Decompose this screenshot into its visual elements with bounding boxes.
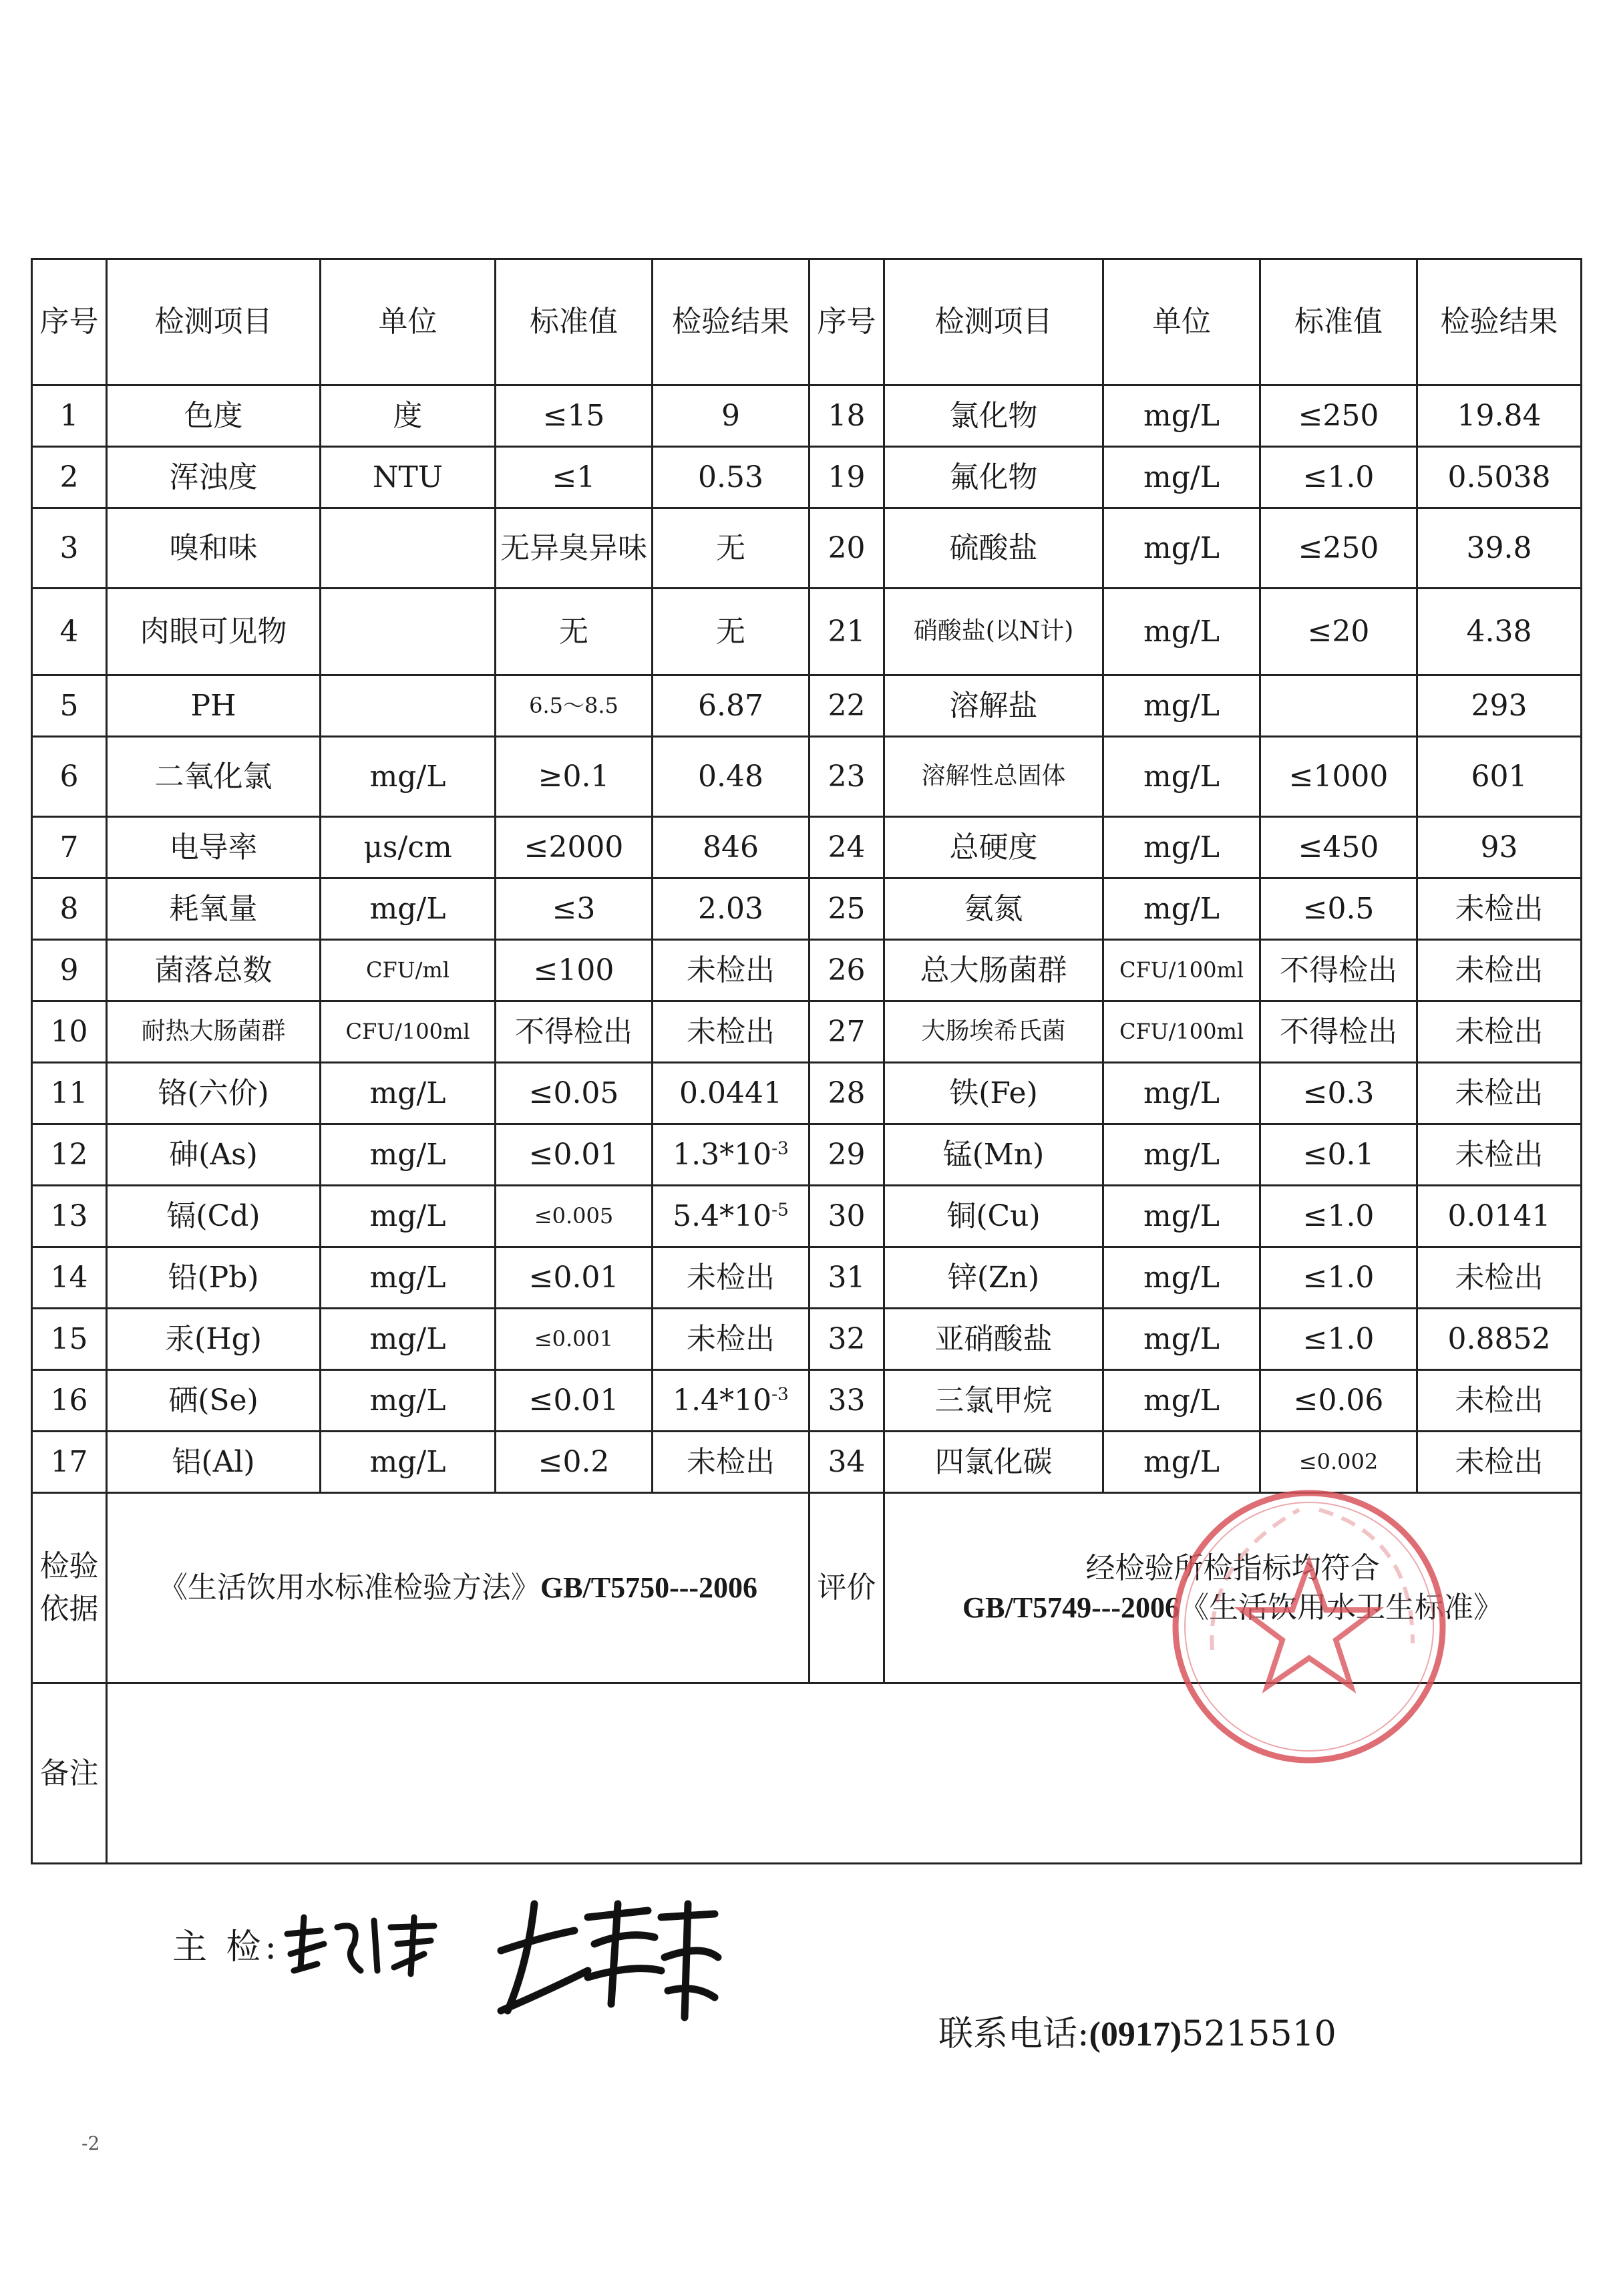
header-unit: 单位 [321,259,496,385]
cell-no: 33 [810,1370,884,1432]
cell-unit: mg/L [1103,675,1260,737]
contact-label: 联系电话: [938,2014,1089,2054]
cell-unit: CFU/100ml [1103,1001,1260,1063]
evaluation-label [810,1493,884,1683]
cell-result: 未检出 [653,1247,810,1309]
cell-item: 氯化物 [884,385,1103,447]
cell-standard: ≤0.01 [496,1124,653,1186]
cell-no: 7 [32,817,107,878]
cell-unit [321,589,496,675]
cell-no: 22 [810,675,884,737]
cell-result: 未检出 [1417,1124,1582,1186]
cell-item: 铁(Fe) [884,1063,1103,1124]
cell-item: 色度 [107,385,321,447]
cell-unit: mg/L [321,1247,496,1309]
cell-item: 铅(Pb) [107,1247,321,1309]
cell-standard: ≤2000 [496,817,653,878]
cell-standard: ≤1.0 [1260,1247,1417,1309]
cell-standard: ≤1.0 [1260,1309,1417,1370]
cell-standard: 无 [496,589,653,675]
inspection-seal-stamp [1166,1483,1453,1770]
header-standard-right: 标准值 [1260,259,1417,385]
cell-unit: mg/L [1103,878,1260,940]
cell-no: 2 [32,447,107,508]
header-unit-right: 单位 [1103,259,1260,385]
cell-unit: mg/L [1103,589,1260,675]
cell-item: 总硬度 [884,817,1103,878]
cell-no: 19 [810,447,884,508]
cell-standard: ≤0.2 [496,1432,653,1493]
cell-no: 32 [810,1309,884,1370]
cell-standard: ≤0.1 [1260,1124,1417,1186]
result-exponent: -3 [771,1383,789,1405]
cell-item: 大肠埃希氏菌 [884,1001,1103,1063]
cell-result: 19.84 [1417,385,1582,447]
notes-label-text: 备注 [39,1756,99,1790]
cell-standard: ≤250 [1260,385,1417,447]
cell-item: 肉眼可见物 [107,589,321,675]
cell-standard: 不得检出 [496,1001,653,1063]
contact-number: 5215510 [1182,2014,1336,2054]
notes-label [32,1683,107,1864]
cell-unit: mg/L [321,1186,496,1247]
table-row [32,737,1582,817]
cell-standard: ≤1000 [1260,737,1417,817]
cell-item: 硝酸盐(以N计) [884,589,1103,675]
cell-result: $5.4*10^{-5}$ [653,1186,810,1247]
cell-no: 17 [32,1432,107,1493]
contact-phone [938,2005,1336,2056]
cell-no: 29 [810,1124,884,1186]
cell-standard: 不得检出 [1260,1001,1417,1063]
evaluation-label-text: 评价 [817,1571,876,1605]
cell-item: 溶解性总固体 [884,737,1103,817]
cell-no: 3 [32,508,107,589]
header-standard: 标准值 [496,259,653,385]
page-number: -2 [81,2132,100,2154]
cell-unit: CFU/100ml [1103,940,1260,1001]
cell-unit: mg/L [321,1432,496,1493]
inspector-label: 主 检: [172,1927,281,1967]
result-exponent: -3 [771,1138,789,1159]
cell-unit: mg/L [1103,1186,1260,1247]
cell-item: 溶解盐 [884,675,1103,737]
header-item-right: 检测项目 [884,259,1103,385]
cell-result: 未检出 [653,1432,810,1493]
cell-standard: ≤0.002 [1260,1432,1417,1493]
cell-unit: mg/L [321,1063,496,1124]
cell-standard: ≤20 [1260,589,1417,675]
cell-result: 未检出 [1417,1247,1582,1309]
cell-standard: 不得检出 [1260,940,1417,1001]
cell-unit: mg/L [1103,1432,1260,1493]
cell-item: 氟化物 [884,447,1103,508]
cell-standard: ≤0.005 [496,1186,653,1247]
cell-unit: NTU [321,447,496,508]
cell-no: 10 [32,1001,107,1063]
cell-result: 未检出 [653,1001,810,1063]
cell-result: 6.87 [653,675,810,737]
header-row [32,259,1582,385]
cell-standard: ≤1.0 [1260,1186,1417,1247]
table-row [32,1063,1582,1124]
cell-standard: ≤0.01 [496,1247,653,1309]
cell-unit: CFU/ml [321,940,496,1001]
evaluation-code: GB/T5749---2006 [962,1591,1180,1624]
cell-result: 2.03 [653,878,810,940]
header-result-right: 检验结果 [1417,259,1582,385]
cell-standard: ≤0.01 [496,1370,653,1432]
cell-no: 12 [32,1124,107,1186]
cell-result: 93 [1417,817,1582,878]
cell-no: 25 [810,878,884,940]
table-row [32,940,1582,1001]
cell-unit: 度 [321,385,496,447]
cell-standard: ≤0.3 [1260,1063,1417,1124]
contact-area-code: (0917) [1089,2015,1182,2054]
cell-result: 0.53 [653,447,810,508]
cell-item: 铜(Cu) [884,1186,1103,1247]
cell-no: 1 [32,385,107,447]
cell-unit: mg/L [1103,1309,1260,1370]
cell-result: 9 [653,385,810,447]
cell-unit: mg/L [321,737,496,817]
cell-standard: ≥0.1 [496,737,653,817]
cell-standard: 6.5～8.5 [496,675,653,737]
table-row [32,1247,1582,1309]
table-row [32,675,1582,737]
basis-value [107,1493,810,1683]
cell-no: 23 [810,737,884,817]
cell-result: 846 [653,817,810,878]
cell-item: 三氯甲烷 [884,1370,1103,1432]
table-row [32,1309,1582,1370]
cell-result: 601 [1417,737,1582,817]
header-no: 序号 [32,259,107,385]
cell-result: 未检出 [1417,878,1582,940]
cell-item: 硫酸盐 [884,508,1103,589]
signature-inspector-1 [281,1907,441,1981]
cell-no: 13 [32,1186,107,1247]
cell-unit: mg/L [1103,817,1260,878]
cell-no: 34 [810,1432,884,1493]
cell-item: 硒(Se) [107,1370,321,1432]
signature-inspector-2 [488,1891,728,2024]
cell-item: 亚硝酸盐 [884,1309,1103,1370]
cell-unit: mg/L [1103,508,1260,589]
cell-item: 耗氧量 [107,878,321,940]
cell-no: 30 [810,1186,884,1247]
cell-standard [1260,675,1417,737]
table-row [32,1001,1582,1063]
cell-no: 6 [32,737,107,817]
table-row [32,1186,1582,1247]
basis-label [32,1493,107,1683]
cell-standard: ≤3 [496,878,653,940]
cell-result: 0.48 [653,737,810,817]
cell-no: 28 [810,1063,884,1124]
cell-no: 24 [810,817,884,878]
cell-item: 锰(Mn) [884,1124,1103,1186]
cell-no: 15 [32,1309,107,1370]
cell-item: 铬(六价) [107,1063,321,1124]
table-row [32,1124,1582,1186]
cell-item: 二氧化氯 [107,737,321,817]
table-row [32,878,1582,940]
header-no-right: 序号 [810,259,884,385]
cell-unit: mg/L [1103,447,1260,508]
cell-unit: mg/L [321,1370,496,1432]
cell-standard: ≤100 [496,940,653,1001]
cell-unit: mg/L [1103,1370,1260,1432]
cell-no: 5 [32,675,107,737]
cell-unit [321,508,496,589]
cell-unit: mg/L [1103,1247,1260,1309]
cell-no: 31 [810,1247,884,1309]
cell-standard: ≤250 [1260,508,1417,589]
cell-no: 16 [32,1370,107,1432]
cell-no: 21 [810,589,884,675]
cell-standard: ≤15 [496,385,653,447]
cell-result: 4.38 [1417,589,1582,675]
cell-result: 0.8852 [1417,1309,1582,1370]
table-row [32,589,1582,675]
cell-result: 未检出 [653,1309,810,1370]
table-row [32,385,1582,447]
cell-standard: ≤0.5 [1260,878,1417,940]
cell-item: 氨氮 [884,878,1103,940]
evaluation-standard: 《生活饮用水卫生标准》 [1180,1591,1503,1625]
cell-unit: mg/L [1103,737,1260,817]
cell-no: 18 [810,385,884,447]
cell-unit: mg/L [321,878,496,940]
cell-item: 菌落总数 [107,940,321,1001]
cell-no: 20 [810,508,884,589]
cell-item: 浑浊度 [107,447,321,508]
cell-result: 293 [1417,675,1582,737]
cell-standard: ≤0.05 [496,1063,653,1124]
cell-result: 无 [653,508,810,589]
basis-title: 《生活饮用水标准检验方法》 [158,1571,540,1605]
cell-unit [321,675,496,737]
cell-result: 未检出 [1417,1001,1582,1063]
cell-item: 四氯化碳 [884,1432,1103,1493]
cell-unit: mg/L [1103,1124,1260,1186]
cell-no: 8 [32,878,107,940]
cell-standard: ≤1.0 [1260,447,1417,508]
cell-standard: ≤0.001 [496,1309,653,1370]
cell-result: $1.3*10^{-3}$ [653,1124,810,1186]
cell-standard: ≤0.06 [1260,1370,1417,1432]
cell-standard: 无异臭异味 [496,508,653,589]
cell-item: PH [107,675,321,737]
cell-result: 无 [653,589,810,675]
table-row [32,817,1582,878]
cell-standard: ≤450 [1260,817,1417,878]
cell-unit: mg/L [321,1124,496,1186]
cell-result: 未检出 [1417,1063,1582,1124]
cell-no: 4 [32,589,107,675]
cell-result: 未检出 [1417,1432,1582,1493]
cell-item: 砷(As) [107,1124,321,1186]
cell-result: $1.4*10^{-3}$ [653,1370,810,1432]
basis-label-text: 检验依据 [39,1549,99,1626]
cell-item: 铝(Al) [107,1432,321,1493]
cell-no: 9 [32,940,107,1001]
cell-unit: mg/L [1103,1063,1260,1124]
cell-unit: mg/L [1103,385,1260,447]
table-row [32,1370,1582,1432]
cell-no: 11 [32,1063,107,1124]
cell-result: 未检出 [653,940,810,1001]
cell-item: 电导率 [107,817,321,878]
cell-item: 嗅和味 [107,508,321,589]
cell-result: 0.0441 [653,1063,810,1124]
evaluation-line1: 经检验所检指标均符合 [1085,1550,1380,1585]
cell-item: 镉(Cd) [107,1186,321,1247]
cell-item: 锌(Zn) [884,1247,1103,1309]
cell-item: 总大肠菌群 [884,940,1103,1001]
table-row [32,508,1582,589]
cell-no: 14 [32,1247,107,1309]
cell-result: 未检出 [1417,940,1582,1001]
cell-result: 0.0141 [1417,1186,1582,1247]
table-row [32,447,1582,508]
cell-item: 汞(Hg) [107,1309,321,1370]
cell-result: 未检出 [1417,1370,1582,1432]
header-result: 检验结果 [653,259,810,385]
cell-result: 0.5038 [1417,447,1582,508]
header-item: 检测项目 [107,259,321,385]
cell-standard: ≤1 [496,447,653,508]
basis-code: GB/T5750---2006 [540,1571,758,1605]
cell-unit: CFU/100ml [321,1001,496,1063]
cell-no: 27 [810,1001,884,1063]
cell-item: 耐热大肠菌群 [107,1001,321,1063]
cell-unit: μs/cm [321,817,496,878]
cell-no: 26 [810,940,884,1001]
cell-unit: mg/L [321,1309,496,1370]
result-exponent: -5 [771,1199,789,1220]
cell-result: 39.8 [1417,508,1582,589]
